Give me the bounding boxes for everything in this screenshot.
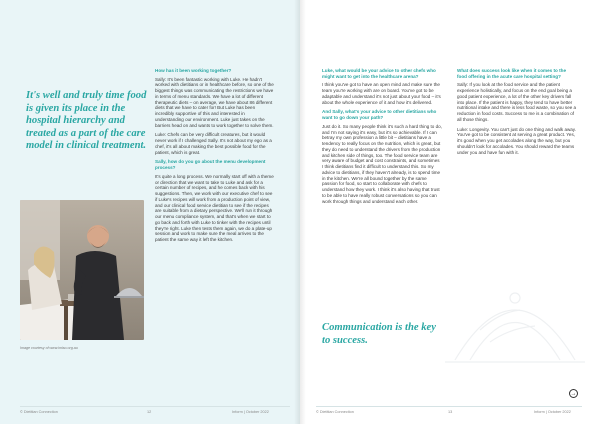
next-page-button[interactable] [569,389,578,398]
food-cloche-icon [440,250,590,400]
footer-page-number: 12 [147,410,152,414]
photo-credit: Image courtesy of www.imiso.org.au [20,346,78,350]
right-page [300,0,600,424]
answer-paragraph: Luke: Chefs can be very difficult creatures, but it would never work if I challenged Sally. It's not about my ego as a chef, it's all about making the best possible food for the patient, which is great. [155,132,272,155]
question-advice-chefs: Luke, what would be your advice to other chefs who might want to get into the healthcare arena? [322,68,436,79]
circle-arrow-right-icon: → [570,390,577,397]
page-gutter [294,0,306,424]
answer-paragraph: Sally: If you look at the food service and the patient experience holistically, and focus on the end goal being a good patient experience, a lot of the other key drivers fall into place. If the patient is happy, they tend to have better nutritional intake and there is less food waste, so you see a reduction in food costs. Success to me is a combination of all those things. [457,82,577,122]
footer-brand: © Dietitian Connection [316,410,354,414]
footer-divider [316,406,582,407]
answer-paragraph: Just do it. So many people think it's such a hard thing to do, and I'm not saying it's easy, but it's so achievable. If I can betray my own profession a little bit – dietitians have a tendency to really focus on the nutrition, which is great, but they do need to understand the drivers from the production and kitchen side of things, too. The food service team are very aware of budget and cost constraints, and sometimes I think dietitians find it difficult to understand this. So my advice to dietitians, if they haven't already, is to spend time in the kitchen. We're all bound together by the same passion for food, so start to collaborate with chefs to understand how they work. I think it's also having that trust to be able to have really robust conversations so you can work through things and understand each other. [322,123,442,204]
answer-paragraph: Sally: It's been fantastic working with Luke. He hadn't worked with dietitians or in healthcare before, so one of the biggest things was communicating the restrictions we have in terms of menu standards. We have a lot of different therapeutic diets – on average, we have about 86 different diets that we have to cater for! But Luke has been incredibly supportive of this and interested in understanding our environment. Luke just takes on the barriers head on and wants to work together to solve them. [155,76,274,128]
question-success: What does success look like when it comes to the food offering in the acute care hospital setting? [457,68,567,79]
right-pull-quote: Communication is the key to success. [322,322,436,346]
footer-issue: Inform | October 2022 [534,410,571,414]
footer-page-number: 13 [448,410,453,414]
answer-paragraph: I think you've got to have an open mind and make sure the team you're working with are on board. You've got to be adaptable and understand it's not just about your food – it's about the whole experience of it and how it's delivered. [322,82,441,105]
answer-paragraph: Luke: Longevity. You can't just do one thing and walk away. You've got to be consistent at serving a great product. Yes, it's good when you get accolades along the way, but you shouldn't look for accolades. You should reward the teams under you and have fun with it. [457,126,576,155]
question-advice-dietitians: And Sally, what's your advice to other dietitians who want to go down your path? [322,109,437,121]
question-menu-development: Sally, how do you go about the menu development process? [155,159,266,171]
left-pull-quote: It's well and truly time food is given its place in the hospital hierarchy and treated as a part of the care model in clinical treatment. [26,90,147,152]
answer-paragraph: It's quite a long process. We normally start off with a theme or direction that we want to take to Luke and ask for a certain number of recipes, and he comes back with his suggestions. Then, we work with our executive chef to see if Luke's recipes will work from a production point of view, and our clinical food service dietitian to see if the recipes are suitable from a dietary perspective. We'll run it through our menu compliance system, and that's when we start to go back and forth with Luke to tinker with the recipes until they're right. Luke then tests them again, we do a plate-up session and work to make sure the meal arrives to the patient the same way it left the kitchen. [155,173,274,243]
footer-issue: Inform | October 2022 [232,410,269,414]
column-one [155,68,274,247]
column-three [457,68,577,159]
footer-brand: © Dietitian Connection [20,410,58,414]
question-working-together: How has it been working together? [155,68,232,73]
footer-divider [20,406,290,407]
column-two [322,68,442,208]
chef-and-patient-photo [20,200,144,340]
